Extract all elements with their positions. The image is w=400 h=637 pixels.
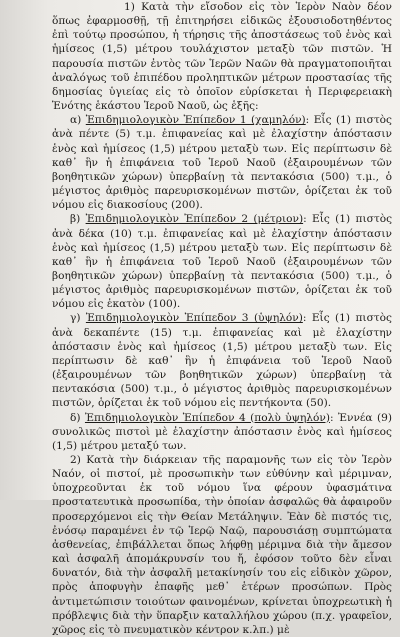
level-d-heading: Ἐπιδημιολογικὸν Ἐπίπεδον 4 (πολὺ ὑψηλόν)	[84, 411, 330, 424]
intro-text: 1) Κατὰ τὴν εἴσοδον εἰς τὸν Ἱερὸν Ναὸν δέον ὅπως ἐφαρμοσθῇ, τῇ ἐπιτηρήσει εἰδικῶς ἐξουσιοδοτηθέντος ἐπὶ τούτῳ προσώπου, ἡ τήρησις τῆς ἀποστάσεως τοῦ ἑνὸς καὶ ἡμίσεος (1,5) μέτρου τουλάχιστον μεταξὺ τῶν πιστῶν. Ἡ παρουσία πιστῶν ἐντὸς τῶν Ἱερῶν Ναῶν θὰ πραγματοποιῆται ἀναλόγως τοῦ ἐπιπέδου προληπτικῶν μέτρων προστασίας τῆς δημοσίας ὑγιείας εἰς τὸ ὁποῖον εὑρίσκεται ἡ Περιφερειακὴ Ἑνότης ἑκάστου Ἱεροῦ Ναοῦ, ὡς ἑξῆς:	[52, 1, 392, 113]
level-a-marker: α)	[70, 114, 86, 127]
level-d-text: : Ἐννέα (9) συνολικῶς πιστοὶ μὲ ἐλαχίστην ἀπόστασιν ἑνὸς καὶ ἡμίσεος (1,5) μέτρου μεταξύ των.	[52, 411, 392, 452]
section-2-paragraph	[52, 453, 392, 637]
level-d-marker: δ)	[70, 411, 85, 424]
level-a-text: : Εἷς (1) πιστὸς ἀνὰ πέντε (5) τ.μ. ἐπιφανείας καὶ μὲ ἐλαχίστην ἀπόστασιν ἑνὸς καὶ ἡμίσεος (1,5) μέτρου μεταξὺ των. Εἰς περίπτωσιν δὲ καθ᾿ ἣν ἡ ἐπιφάνεια τοῦ Ἱεροῦ Ναοῦ (ἐξαιρουμένων τῶν βοηθητικῶν χώρων) ὑπερβαίνῃ τὰ πεντακόσια (500) τ.μ., ὁ μέγιστος ἀριθμὸς παρευρισκομένων πιστῶν, ὁρίζεται ἐκ τοῦ νόμου εἰς διακοσίους (200).	[52, 114, 392, 212]
level-c-paragraph	[52, 311, 392, 410]
level-c-marker: γ)	[70, 312, 86, 325]
level-a-heading: Ἐπιδημιολογικὸν Ἐπίπεδον 1 (χαμηλόν)	[85, 114, 306, 127]
body-text	[52, 0, 392, 637]
level-b-marker: β)	[70, 213, 86, 226]
level-b-heading: Ἐπιδημιολογικὸν Ἐπίπεδον 2 (μέτριον)	[85, 213, 304, 226]
level-c-text: : Εἷς (1) πιστὸς ἀνὰ δεκαπέντε (15) τ.μ. ἐπιφανείας καὶ μὲ ἐλαχίστην ἀπόστασιν ἑνὸς καὶ ἡμίσεος (1,5) μέτρου μεταξὺ των. Εἰς περίπτωσιν δὲ καθ᾿ ἣν ἡ ἐπιφάνεια τοῦ Ἱεροῦ Ναοῦ (ἐξαιρουμένων τῶν βοηθητικῶν χώρων) ὑπερβαίνῃ τὰ πεντακόσια (500) τ.μ., ὁ μέγιστος ἀριθμὸς παρευρισκομένων πιστῶν, ὁρίζεται ἐκ τοῦ νόμου εἰς πεντήκοντα (50).	[52, 312, 392, 410]
level-b-text: : Εἷς (1) πιστὸς ἀνὰ δέκα (10) τ.μ. ἐπιφανείας καὶ μὲ ἐλαχίστην ἀπόστασιν ἑνὸς καὶ ἡμίσεος (1,5) μέτρου μεταξὺ των. Εἰς περίπτωσιν δὲ καθ᾿ ἣν ἡ ἐπιφάνεια τοῦ Ἱεροῦ Ναοῦ (ἐξαιρουμένων τῶν βοηθητικῶν χώρων) ὑπερβαίνῃ τὰ πεντακόσια (500) τ.μ., ὁ μέγιστος ἀριθμὸς παρευρισκομένων πιστῶν, ὁρίζεται ἐκ τοῦ νόμου εἰς ἑκατὸν (100).	[52, 213, 393, 311]
level-b-paragraph	[52, 212, 392, 311]
section-2-text: 2) Κατὰ τὴν διάρκειαν τῆς παραμονῆς των εἰς τὸν Ἱερὸν Ναόν, οἱ πιστοί, μὲ προσωπικὴν των εὐθύνην καὶ μέριμναν, ὑποχρεοῦνται ἐκ τοῦ νόμου ἵνα φέρουν ὑφασμάτινα προστατευτικὰ προσωπίδα, τὴν ὁποίαν ἀσφαλῶς θὰ ἀφαιροῦν προσερχόμενοι εἰς τὴν Θείαν Μετάληψιν. Ἐὰν δὲ πιστός τις, ἐνόσῳ παραμένει ἐν τῷ Ἱερῷ Ναῷ, παρουσιάσῃ συμπτώματα ἀσθενείας, ἐπιβάλλεται ὅπως λήφθῃ μέριμνα διὰ τὴν ἄμεσον καὶ ἀσφαλῆ ἀπομάκρυνσίν του ἤ, ἐφόσον τοῦτο δὲν εἶναι δυνατόν, διὰ τὴν ἀσφαλῆ μετακίνησίν του εἰς εἰδικὸν χῶρον, πρὸς ἀποφυγὴν ἐπαφῆς μεθ᾿ ἑτέρων προσώπων. Πρὸς ἀντιμετώπισιν τοιούτων φαινομένων, κρίνεται ὑποχρεωτικὴ ἡ πρόβλεψις διὰ τὴν ὕπαρξιν καταλλήλου χώρου (π.χ. γραφεῖον, χῶρος εἰς τὸ πνευματικὸν κέντρον κ.λπ.) μὲ	[52, 454, 392, 636]
level-a-paragraph	[52, 113, 392, 212]
intro-paragraph	[52, 0, 392, 113]
level-c-heading: Ἐπιδημιολογικὸν Ἐπίπεδον 3 (ὑψηλόν)	[85, 312, 303, 325]
level-d-paragraph	[52, 411, 392, 453]
